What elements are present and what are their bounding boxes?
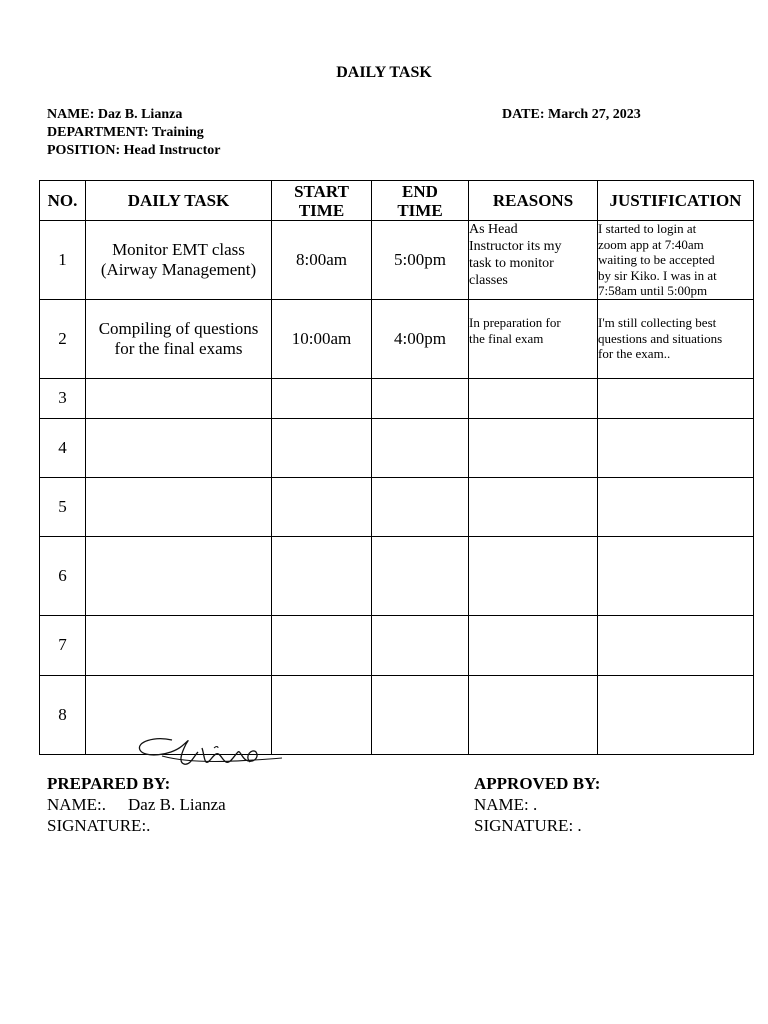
task-description: Compiling of questions for the final exams bbox=[86, 299, 272, 378]
justification-text: I started to login at zoom app at 7:40am waiting to be accepted by sir Kiko. I was in at 7:58am until 5:00pm bbox=[598, 221, 754, 300]
prepared-signature: SIGNATURE:. bbox=[47, 816, 151, 835]
employee-name: NAME: Daz B. Lianza bbox=[47, 107, 183, 122]
task-description bbox=[86, 477, 272, 536]
start-time bbox=[272, 477, 372, 536]
row-number: 5 bbox=[40, 477, 86, 536]
employee-position: POSITION: Head Instructor bbox=[47, 143, 221, 158]
row-number: 1 bbox=[40, 221, 86, 300]
header-start-time: START TIME bbox=[272, 181, 372, 221]
employee-department: DEPARTMENT: Training bbox=[47, 125, 204, 140]
reason-text: In preparation for the final exam bbox=[469, 299, 598, 378]
prepared-by-section bbox=[47, 773, 226, 836]
header-no: NO. bbox=[40, 181, 86, 221]
start-time bbox=[272, 378, 372, 418]
start-time bbox=[272, 536, 372, 615]
end-time: 5:00pm bbox=[372, 221, 469, 300]
table-row bbox=[40, 615, 754, 675]
row-number: 6 bbox=[40, 536, 86, 615]
end-time bbox=[372, 536, 469, 615]
justification-text bbox=[598, 477, 754, 536]
approved-by-section bbox=[474, 773, 600, 836]
prepared-by-label: PREPARED BY: bbox=[47, 774, 171, 793]
end-time: 4:00pm bbox=[372, 299, 469, 378]
approved-signature: SIGNATURE: . bbox=[474, 816, 582, 835]
end-time bbox=[372, 378, 469, 418]
approved-by-label: APPROVED BY: bbox=[474, 774, 601, 793]
task-description bbox=[86, 418, 272, 477]
start-time bbox=[272, 418, 372, 477]
justification-text bbox=[598, 418, 754, 477]
justification-text: I'm still collecting best questions and situations for the exam.. bbox=[598, 299, 754, 378]
reason-text bbox=[469, 418, 598, 477]
row-number: 7 bbox=[40, 615, 86, 675]
reason-text bbox=[469, 477, 598, 536]
task-description bbox=[86, 615, 272, 675]
approved-name: NAME: . bbox=[474, 795, 538, 814]
header-reasons: REASONS bbox=[469, 181, 598, 221]
task-description bbox=[86, 378, 272, 418]
justification-text bbox=[598, 675, 754, 754]
table-row bbox=[40, 299, 754, 378]
table-row bbox=[40, 477, 754, 536]
end-time bbox=[372, 477, 469, 536]
justification-text bbox=[598, 378, 754, 418]
table-row bbox=[40, 536, 754, 615]
header-daily-task: DAILY TASK bbox=[86, 181, 272, 221]
document-title: DAILY TASK bbox=[336, 64, 432, 81]
justification-text bbox=[598, 536, 754, 615]
row-number: 2 bbox=[40, 299, 86, 378]
row-number: 8 bbox=[40, 675, 86, 754]
table-header-row bbox=[40, 181, 754, 221]
end-time bbox=[372, 615, 469, 675]
start-time bbox=[272, 615, 372, 675]
reason-text bbox=[469, 378, 598, 418]
header-end-time: END TIME bbox=[372, 181, 469, 221]
reason-text bbox=[469, 536, 598, 615]
table-row bbox=[40, 221, 754, 300]
start-time: 8:00am bbox=[272, 221, 372, 300]
end-time bbox=[372, 675, 469, 754]
daily-task-table bbox=[39, 180, 754, 755]
prepared-name: NAME:. Daz B. Lianza bbox=[47, 795, 226, 814]
reason-text: As Head Instructor its my task to monitor classes bbox=[469, 221, 598, 300]
reason-text bbox=[469, 675, 598, 754]
header-justification: JUSTIFICATION bbox=[598, 181, 754, 221]
handwritten-signature bbox=[132, 734, 288, 776]
employee-info bbox=[47, 106, 220, 160]
row-number: 4 bbox=[40, 418, 86, 477]
justification-text bbox=[598, 615, 754, 675]
table-row bbox=[40, 378, 754, 418]
reason-text bbox=[469, 615, 598, 675]
row-number: 3 bbox=[40, 378, 86, 418]
table-row bbox=[40, 418, 754, 477]
task-description: Monitor EMT class (Airway Management) bbox=[86, 221, 272, 300]
document-date: DATE: March 27, 2023 bbox=[502, 107, 641, 122]
end-time bbox=[372, 418, 469, 477]
task-description bbox=[86, 536, 272, 615]
start-time: 10:00am bbox=[272, 299, 372, 378]
